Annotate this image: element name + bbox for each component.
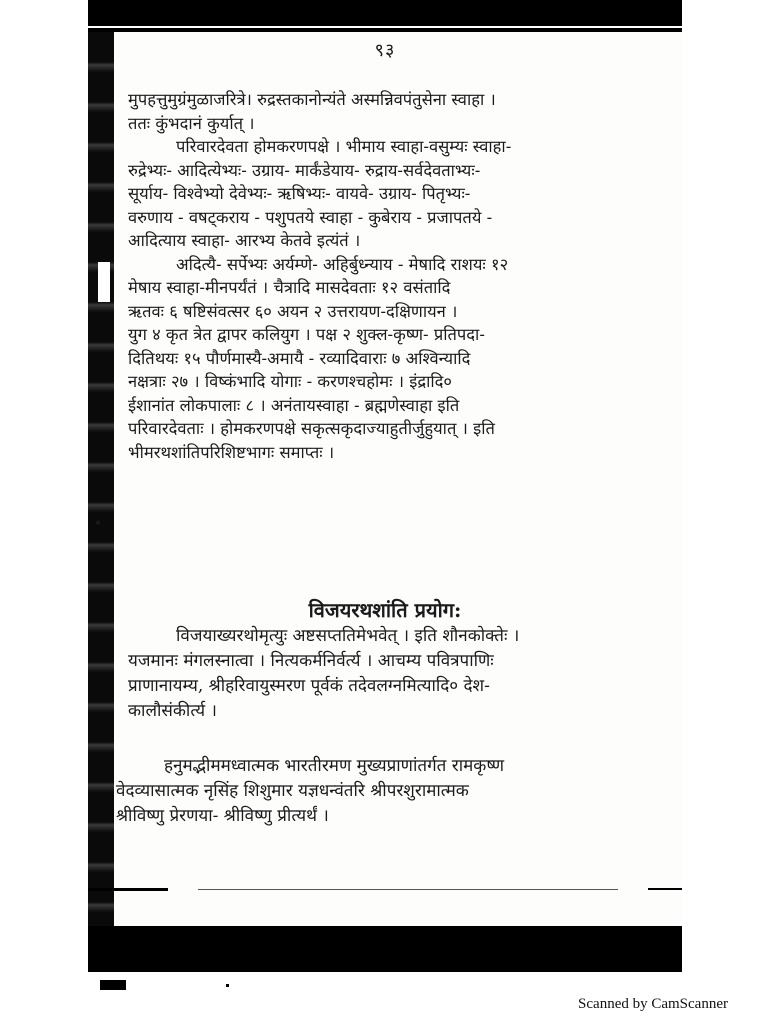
text-line: कालौसंकीर्त्य । — [128, 701, 217, 721]
book-page — [88, 32, 682, 927]
text-line: विजयाख्यरथोमृत्युः अष्टसप्ततिमेभवेत् । इति शौनकोक्तेः । — [176, 626, 520, 646]
text-line: युग ४ कृत त्रेत द्वापर कलियुग । पक्ष २ शुक्ल-कृष्ण- प्रतिपदा- — [128, 325, 485, 344]
text-line: मेषाय स्वाहा-मीनपर्यंतं । चैत्रादि मासदेवताः १२ वसंतादि — [128, 278, 451, 297]
page-bottom-rule — [88, 888, 682, 894]
text-line: ततः कुंभदानं कुर्यात् । — [128, 113, 255, 133]
text-line: अदित्यै- सर्पेभ्यः अर्यम्णे- अहिर्बुध्न्याय - मेषादि राशयः १२ — [176, 254, 509, 274]
text-line: यजमानः मंगलस्नात्वा । नित्यकर्मनिर्वर्त्य । आचम्य पवित्रपाणिः — [128, 651, 494, 671]
scan-bottom-border — [88, 926, 682, 972]
text-line: नक्षत्राः २७ । विष्कंभादि योगाः - करणश्चहोमः । इंद्रादि० — [128, 372, 452, 391]
text-line: वरुणाय - वषट्कराय - पशुपतये स्वाहा - कुबेराय - प्रजापतये - — [128, 207, 493, 227]
text-line: प्राणानायम्य, श्रीहरिवायुस्मरण पूर्वकं तदेवलग्नमित्यादि० देश- — [128, 676, 490, 696]
text-line: रुद्रेभ्यः- आदित्येभ्यः- उग्राय- मार्कंडेयाय- रुद्राय-सर्वदेवताभ्यः- — [128, 160, 481, 180]
text-line: वेदव्यासात्मक नृसिंह शिशुमार यज्ञधन्वंतरि श्रीपरशुरामात्मक — [116, 781, 469, 801]
text-line: ईशानांत लोकपालाः ८ । अनंतायस्वाहा - ब्रह्मणेस्वाहा इति — [128, 395, 460, 415]
text-line: मुपहत्तुमुग्रंमुळाजरित्रे। रुद्रस्तकानोन्यंते अस्मन्निवपंतुसेना स्वाहा । — [128, 90, 496, 109]
text-line: परिवारदेवताः । होमकरणपक्षे सकृत्सकृदाज्याहुतीर्जुहुयात् । इति — [128, 419, 495, 438]
text-block-invocation — [116, 754, 646, 829]
page-number: ९३ — [374, 40, 396, 61]
scan-top-border — [88, 0, 682, 26]
page-binding-edge — [88, 32, 114, 927]
text-line: हनुमद्भीममध्वात्मक भारतीरमण मुख्यप्राणांतर्गत रामकृष्ण — [164, 756, 505, 776]
text-line: दितिथयः १५ पौर्णमास्यै-अमायै - रव्यादिवाराः ७ अश्विन्यादि — [128, 348, 471, 368]
scan-artifact — [100, 980, 126, 990]
scan-artifact — [226, 984, 229, 987]
margin-mark: • — [94, 516, 103, 532]
text-line: भीमरथशांतिपरिशिष्टभागः समाप्तः । — [128, 442, 335, 462]
scanner-watermark: Scanned by CamScanner — [578, 996, 728, 1012]
text-block-main — [128, 88, 644, 464]
text-line: श्रीविष्णु प्रेरणया- श्रीविष्णु प्रीत्यर्थं । — [116, 806, 329, 826]
text-line: परिवारदेवता होमकरणपक्षे । भीमाय स्वाहा-वसुम्यः स्वाहा- — [176, 137, 512, 156]
text-line: ऋतवः ६ षष्टिसंवत्सर ६० अयन २ उत्तरायण-दक्षिणायन । — [128, 301, 458, 321]
text-line: सूर्याय- विश्वेभ्यो देवेभ्यः- ऋषिभ्यः- वायवे- उग्राय- पितृभ्यः- — [128, 184, 471, 203]
section-title: विजयरथशांति प्रयोग: — [308, 598, 462, 622]
text-line: आदित्याय स्वाहा- आरभ्य केतवे इत्यंतं । — [128, 231, 361, 250]
text-block-section — [128, 624, 644, 724]
